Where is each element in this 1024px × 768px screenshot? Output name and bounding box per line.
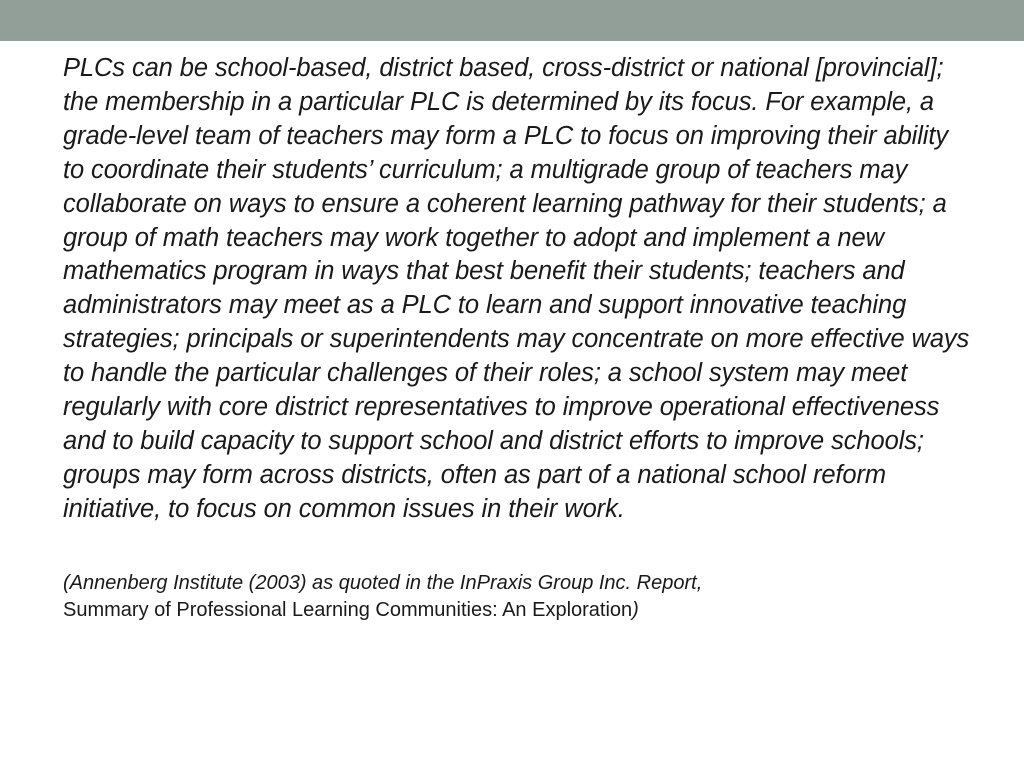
slide-body (63, 52, 973, 624)
quote-paragraph: PLCs can be school-based, district based, cross-district or national [provincial]; the membership in a particular PLC is determined by its focus. For example, a grade-level team of teachers may form a PLC to focus on improving their ability to coordinate their students’ curriculum; a multigrade group of teachers may collaborate on ways to ensure a coherent learning pathway for their students; a group of math teachers may work together to adopt and implement a new mathematics program in ways that best benefit their students; teachers and administrators may meet as a PLC to learn and support innovative teaching strategies; principals or superintendents may concentrate on more effective ways to handle the particular challenges of their roles; a school system may meet regularly with core district representatives to improve operational effectiveness and to build capacity to support school and district efforts to improve schools; groups may form across districts, often as part of a national school reform initiative, to focus on common issues in their work. (63, 54, 970, 523)
slide-header-bar (0, 0, 1024, 41)
citation (63, 570, 973, 624)
citation-title: Summary of Professional Learning Communities: An Exploration (63, 598, 633, 621)
citation-prefix: (Annenberg Institute (2003) as quoted in the InPraxis Group Inc. Report, (63, 571, 703, 594)
citation-suffix: ) (632, 598, 639, 621)
